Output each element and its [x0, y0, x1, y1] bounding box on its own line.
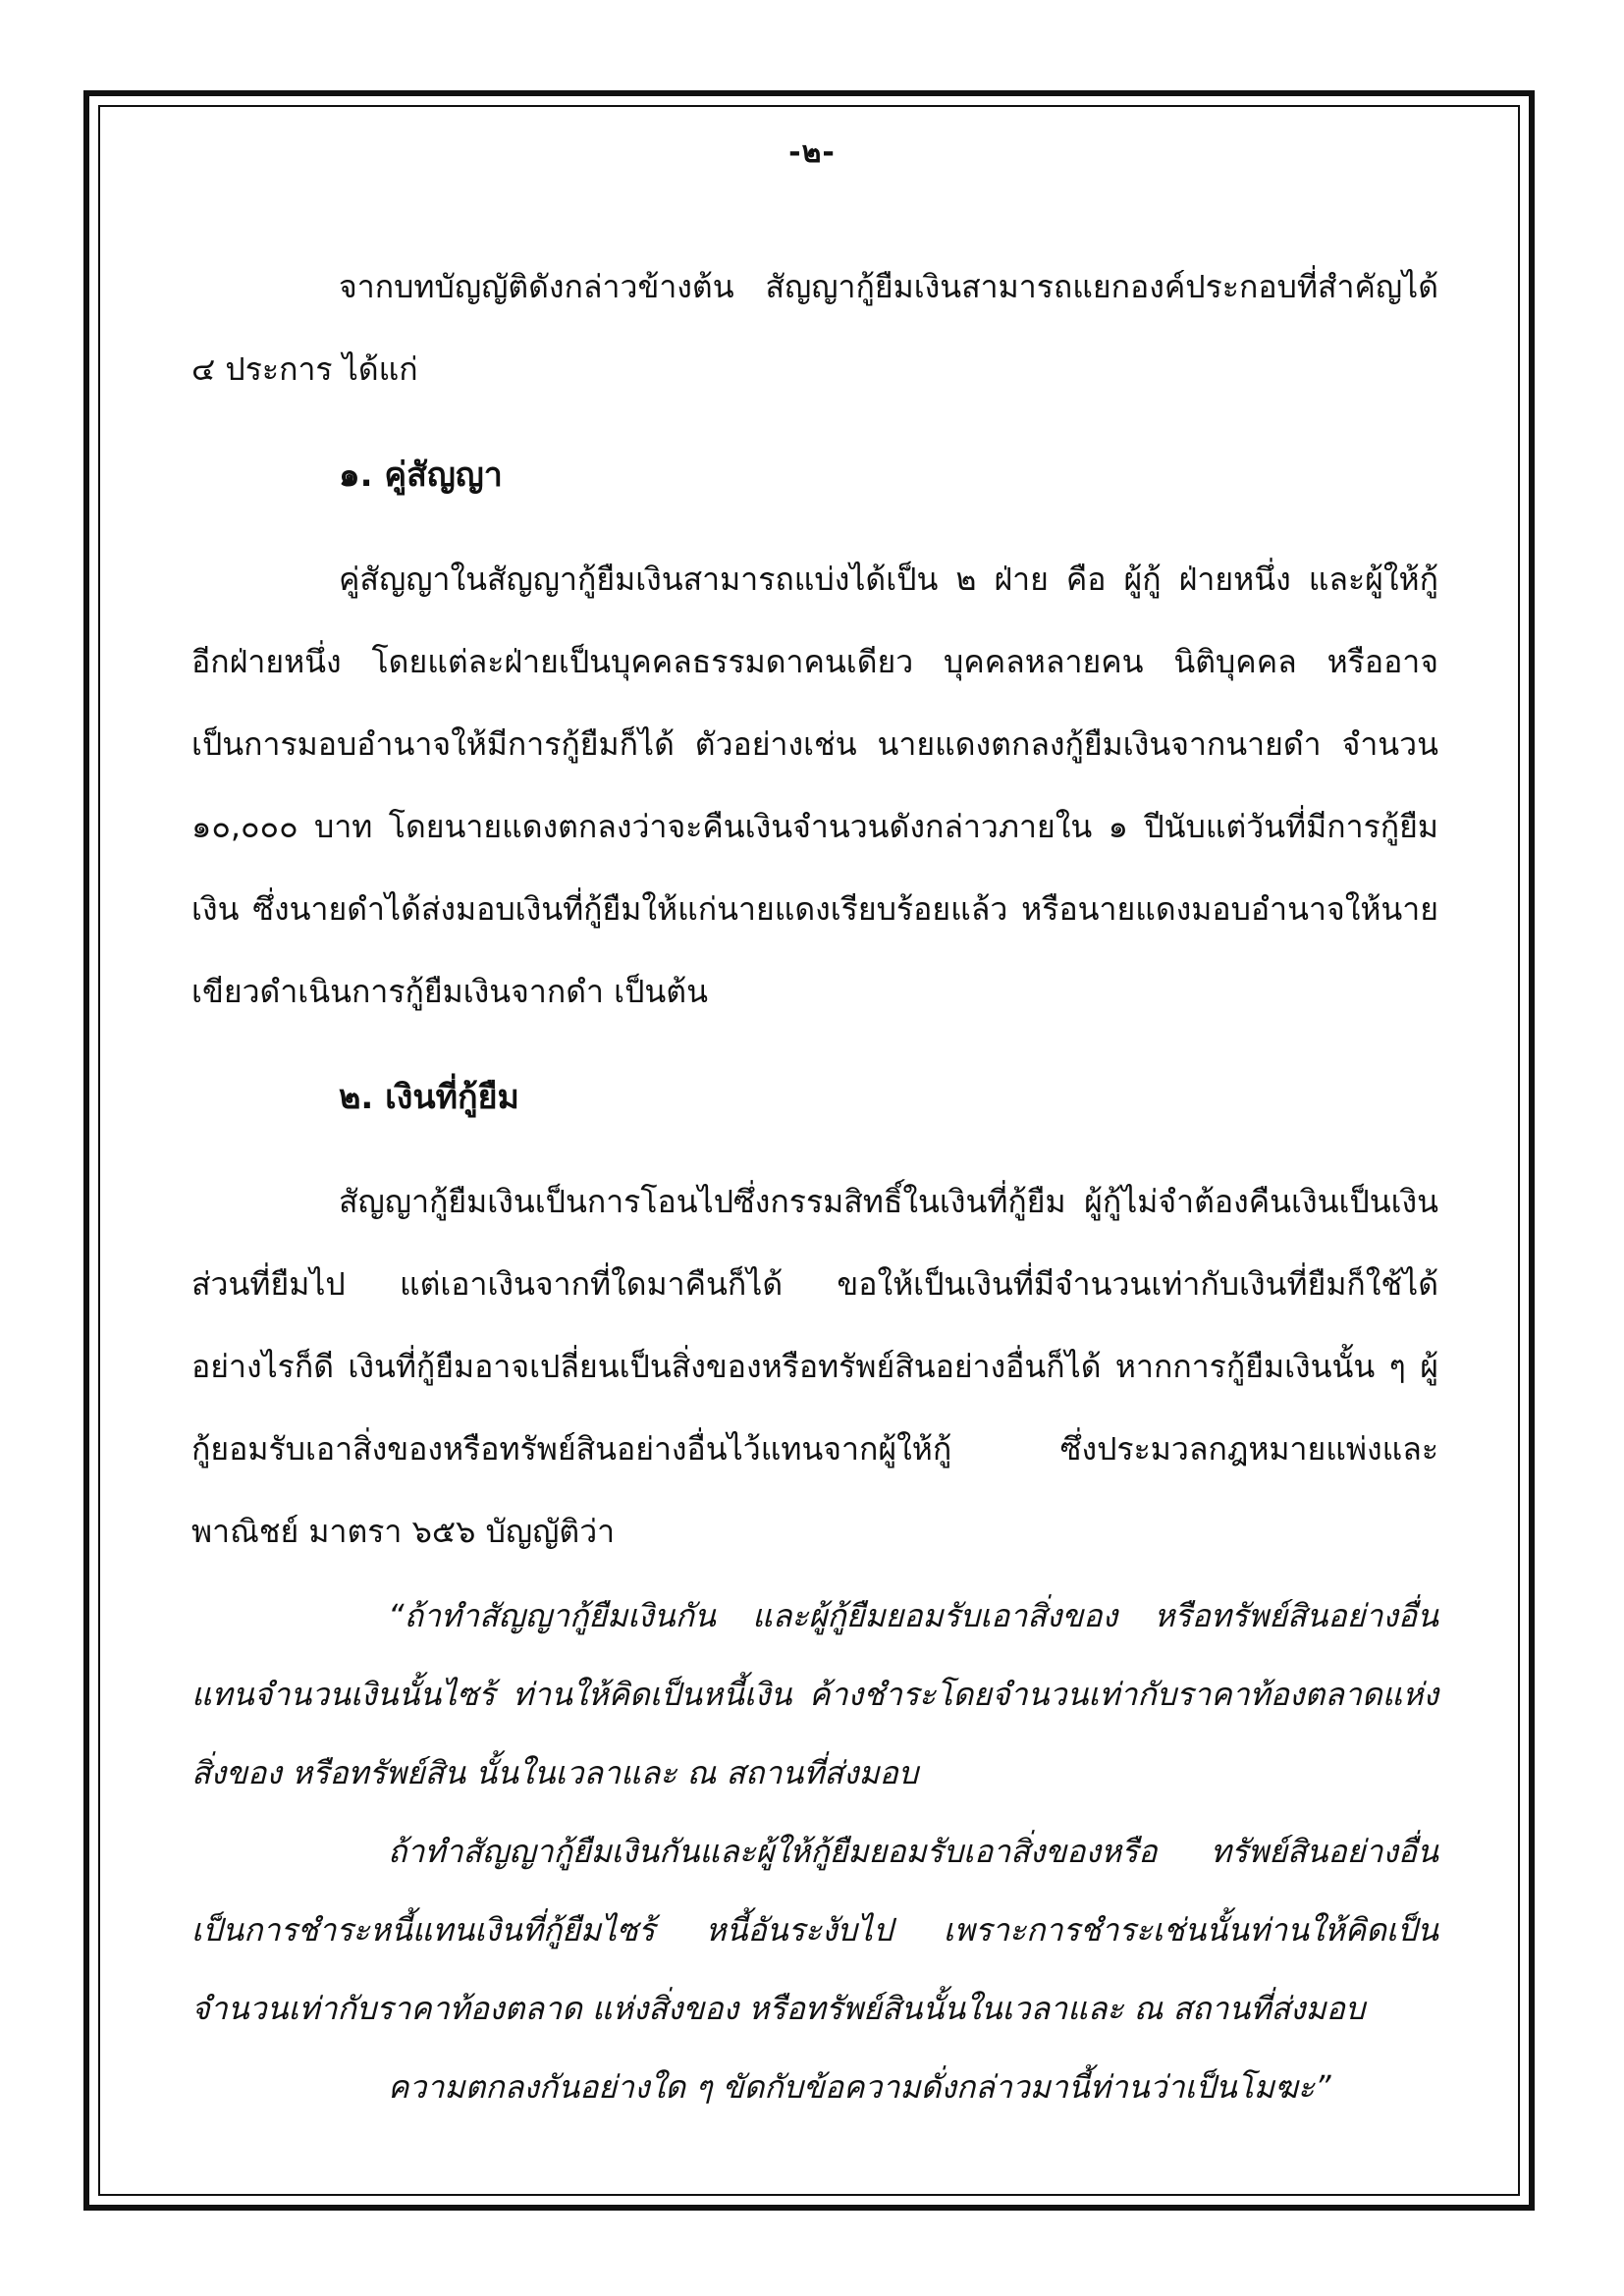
legal-quote-paragraph-3: ความตกลงกันอย่างใด ๆ ขัดกับข้อความดั่งกล่าวมานี้ท่านว่าเป็นโมฆะ”: [388, 2068, 1331, 2106]
section-heading-loan-money: ๒. เงินที่กู้ยืม: [339, 1078, 519, 1117]
section-body-loan-money: สัญญากู้ยืมเงินเป็นการโอนไปซึ่งกรรมสิทธิ์ในเงินที่กู้ยืม ผู้กู้ไม่จำต้องคืนเงินเป็นเงินส่วนที่ยืมไป แต่เอาเงินจากที่ใดมาคืนก็ได้ ขอให้เป็นเงินที่มีจำนวนเท่ากับเงินที่ยืมก็ใช้ได้ อย่างไรก็ดี เงินที่กู้ยืมอาจเปลี่ยนเป็นสิ่งของหรือทรัพย์สินอย่างอื่นก็ได้ หากการกู้ยืมเงินนั้น ๆ ผู้กู้ยอมรับเอาสิ่งของหรือทรัพย์สินอย่างอื่นไว้แทนจากผู้ให้กู้ ซึ่งประมวลกฎหมายแพ่งและพาณิชย์ มาตรา ๖๕๖ บัญญัติว่า: [191, 1183, 1438, 1550]
document-body: [191, 245, 1438, 2126]
legal-quote-paragraph-2: ถ้าทำสัญญากู้ยืมเงินกันและผู้ให้กู้ยืมยอมรับเอาสิ่งของหรือ ทรัพย์สินอย่างอื่นเป็นการชำระหนี้แทนเงินที่กู้ยืมไซร้ หนี้อันระงับไป เพราะการชำระเช่นนั้นท่านให้คิดเป็นจำนวนเท่ากับราคาท้องตลาด แห่งสิ่งของ หรือทรัพย์สินนั้นในเวลาและ ณ สถานที่ส่งมอบ: [191, 1833, 1438, 2027]
page-number: -๒-: [788, 135, 836, 170]
intro-paragraph: จากบทบัญญัติดังกล่าวข้างต้น สัญญากู้ยืมเงินสามารถแยกองค์ประกอบที่สำคัญได้ ๔ ประการ ได้แก่: [191, 268, 1438, 388]
legal-quote-paragraph-1: “ถ้าทำสัญญากู้ยืมเงินกัน และผู้กู้ยืมยอมรับเอาสิ่งของ หรือทรัพย์สินอย่างอื่นแทนจำนวนเงินนั้นไซร้ ท่านให้คิดเป็นหนี้เงิน ค้างชำระโดยจำนวนเท่ากับราคาท้องตลาดแห่งสิ่งของ หรือทรัพย์สิน นั้นในเวลาและ ณ สถานที่ส่งมอบ: [191, 1597, 1438, 1791]
section-heading-parties: ๑. คู่สัญญา: [339, 455, 503, 495]
section-body-parties: คู่สัญญาในสัญญากู้ยืมเงินสามารถแบ่งได้เป็น ๒ ฝ่าย คือ ผู้กู้ ฝ่ายหนึ่ง และผู้ให้กู้ อีกฝ่ายหนึ่ง โดยแต่ละฝ่ายเป็นบุคคลธรรมดาคนเดียว บุคคลหลายคน นิติบุคคล หรืออาจเป็นการมอบอำนาจให้มีการกู้ยืมก็ได้ ตัวอย่างเช่น นายแดงตกลงกู้ยืมเงินจากนายดำ จำนวน ๑๐,๐๐๐ บาท โดยนายแดงตกลงว่าจะคืนเงินจำนวนดังกล่าวภายใน ๑ ปีนับแต่วันที่มีการกู้ยืมเงิน ซึ่งนายดำได้ส่งมอบเงินที่กู้ยืมให้แก่นายแดงเรียบร้อยแล้ว หรือนายแดงมอบอำนาจให้นายเขียวดำเนินการกู้ยืมเงินจากดำ เป็นต้น: [191, 561, 1438, 1010]
